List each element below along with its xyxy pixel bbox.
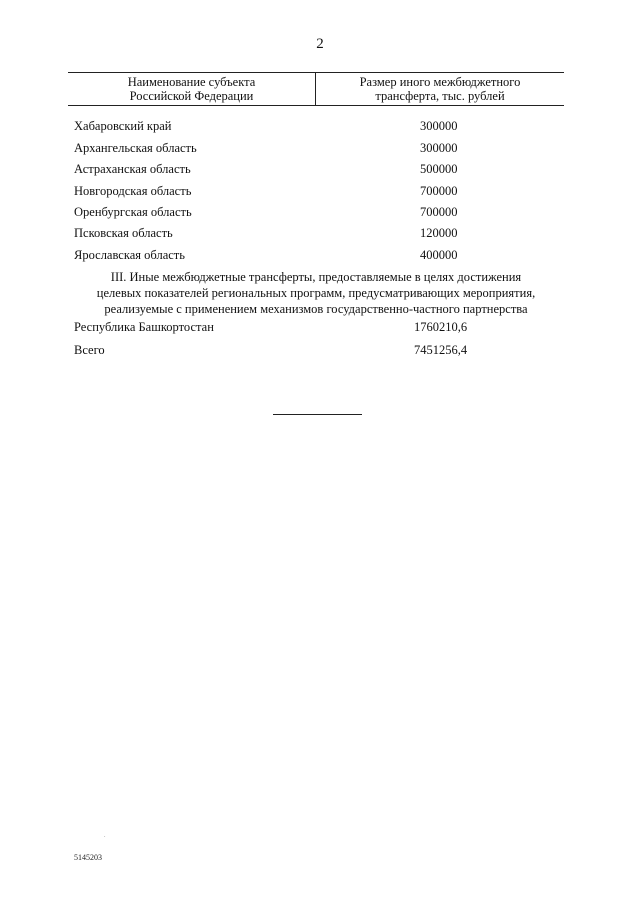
table-row: [74, 182, 494, 200]
transfer-amount: 500000: [420, 162, 458, 176]
section-3-title-line-2: целевых показателей региональных программ, предусматривающих мероприятия,: [96, 286, 536, 300]
header-region-line-2: Российской Федерации: [129, 89, 254, 103]
table-row: [74, 318, 494, 336]
section-3-title-line-1: III. Иные межбюджетные трансферты, предоставляемые в целях достижения: [110, 270, 522, 284]
transfer-amount: 1760210,6: [414, 320, 468, 334]
table-row: [74, 117, 494, 135]
transfer-amount: 300000: [420, 141, 458, 155]
document-code: 5145203: [74, 853, 102, 862]
transfer-amount: 700000: [420, 184, 458, 198]
table-row: [74, 246, 494, 264]
section-3-title: [68, 269, 564, 317]
transfer-amount: 700000: [420, 205, 458, 219]
table-row: [74, 224, 494, 242]
header-amount-line-2: трансферта, тыс. рублей: [375, 89, 505, 103]
transfer-amount: 400000: [420, 248, 458, 262]
region-name: Республика Башкортостан: [74, 320, 214, 334]
region-name: Ярославская область: [74, 248, 185, 262]
header-region-line-1: Наименование субъекта: [127, 75, 256, 89]
table-row: [74, 139, 494, 157]
end-of-table-rule: [273, 414, 362, 415]
total-label: Всего: [74, 343, 105, 357]
table-header: [68, 72, 564, 106]
section-3-title-line-3: реализуемые с применением механизмов государственно-частного партнерства: [104, 302, 528, 316]
header-amount-line-1: Размер иного межбюджетного: [359, 75, 521, 89]
region-name: Архангельская область: [74, 141, 197, 155]
region-name: Псковская область: [74, 226, 173, 240]
page-number: 2: [316, 36, 324, 52]
table-row: [74, 203, 494, 221]
region-name: Хабаровский край: [74, 119, 172, 133]
region-name: Новгородская область: [74, 184, 192, 198]
transfer-amount: 300000: [420, 119, 458, 133]
region-name: Оренбургская область: [74, 205, 192, 219]
transfer-amount: 120000: [420, 226, 458, 240]
total-row: [74, 341, 494, 359]
header-transfer-amount: [316, 75, 564, 103]
header-region-name: [68, 75, 315, 103]
scan-mark: .: [104, 833, 106, 839]
region-name: Астраханская область: [74, 162, 191, 176]
total-amount: 7451256,4: [414, 343, 468, 357]
table-row: [74, 160, 494, 178]
